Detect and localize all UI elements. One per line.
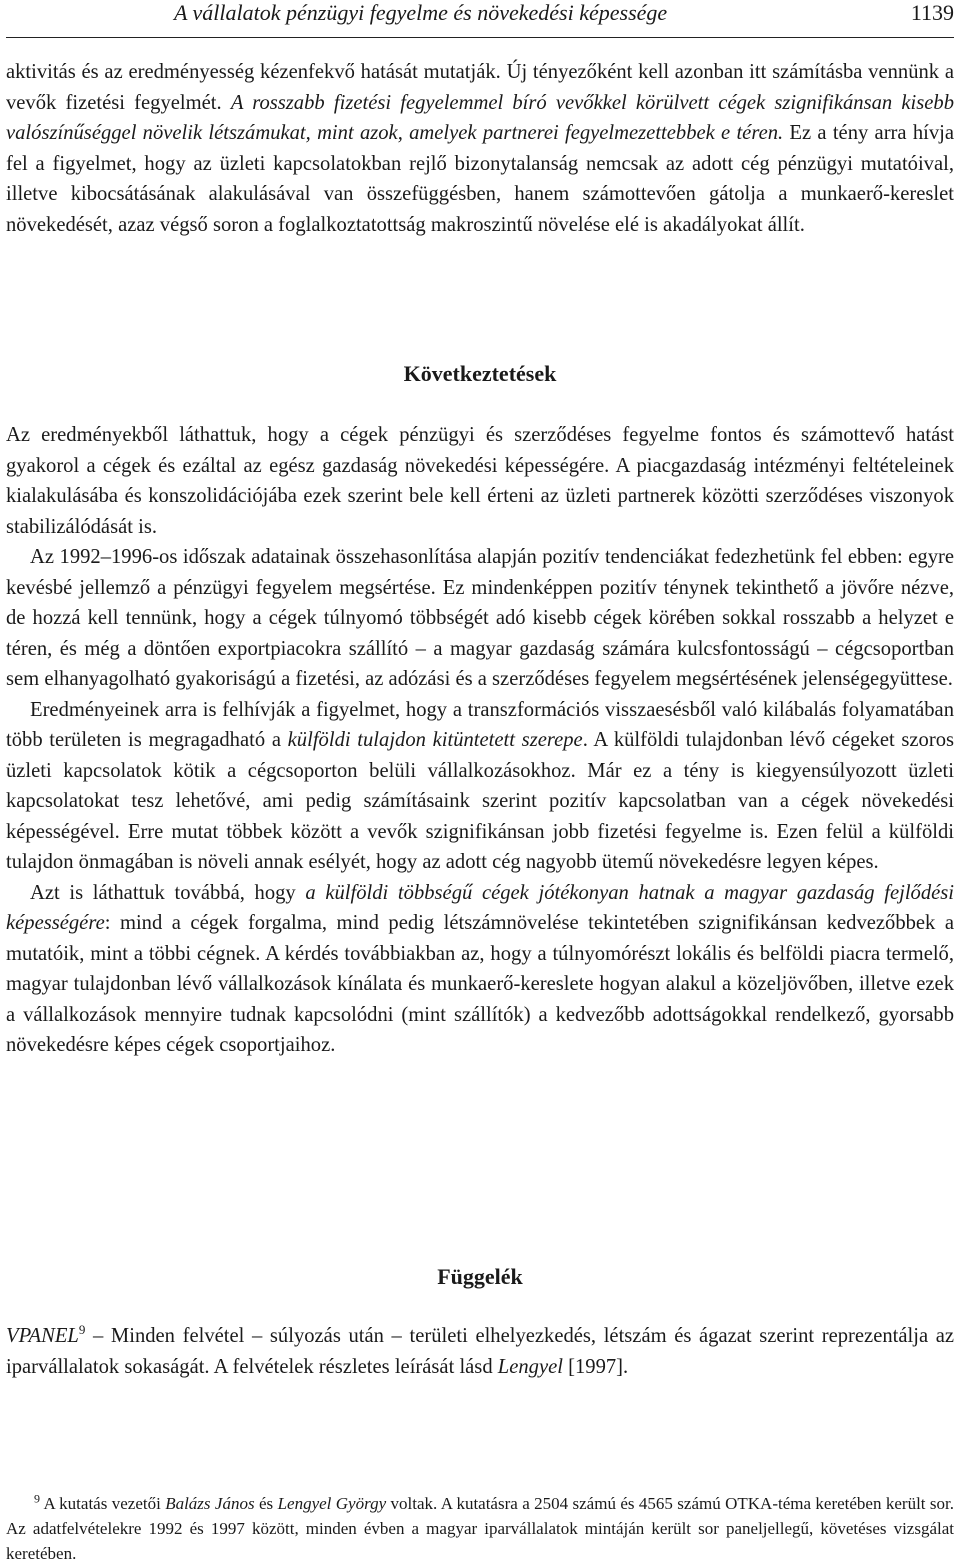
footnote-text-c: voltak. A kutatásra a 2504 számú és 4565 számú OTKA-téma keretében került sor. Az adatfelvételekre 1992 és 1997 között, minden évben a magyar iparvállalatok mintáján került sor paneljellegű, követéses vizsgálat keretében. [6, 1494, 955, 1563]
footnote-mark: 9 [34, 1491, 40, 1506]
p4-text-a: Azt is láthattuk továbbá, hogy [30, 881, 306, 904]
appendix-text-c: [1997]. [562, 1355, 629, 1378]
conclusions-paragraph-3 [6, 695, 954, 878]
footnote-name-2: Lengyel György [277, 1494, 387, 1513]
p4-text-c: : mind a cégek forgalma, mind pedig létszámnövelése tekintetében szignifikánsan kedvezőbbek a mutatóik, mint a többi cégnek. A kérdés továbbiakban az, hogy a túlnyomórészt lokális és belföldi piacra termelő, magyar tulajdonban lévő vállalkozások kínálata és munkaerő-kereslete hogyan alakul a közeljövőben, illetve ezek a vállalkozások mennyire tudnak kapcsolódni (mint szállítók) a kedvezőbb adottságokkal rendelkező, gyorsabb növekedésre képes cégek csoportjaihoz. [6, 912, 954, 1056]
footnote-reference: 9 [78, 1322, 86, 1338]
footnote-text-a: A kutatás vezetői [40, 1494, 166, 1513]
appendix-body [6, 1321, 954, 1382]
conclusions-paragraph-4 [6, 878, 954, 1061]
p3-text-a: Eredményeinek arra is felhívják a figyelmet, hogy a transzformációs visszaesésből való kilábalás folyamatában több területen is megragadható a [6, 698, 954, 751]
intro-emphasis: A rosszabb fizetési fegyelemmel bíró vevőkkel körülvett cégek szignifikánsan kisebb valószínűséggel növelik létszámukat, mint azok, amelyek partnerei fegyelmezettebbek e téren. [6, 91, 954, 144]
intro-text [6, 57, 954, 240]
footnote-text-b: és [254, 1494, 278, 1513]
footnote [6, 1491, 954, 1566]
appendix-paragraph [6, 1321, 954, 1382]
p4-emphasis: a külföldi többségű cégek jótékonyan hatnak a magyar gazdaság fejlődési képességére [6, 881, 955, 934]
section-heading-appendix: Függelék [437, 1264, 523, 1289]
intro-text-a: aktivitás és az eredményesség kézenfekvő hatását mutatják. Új tényezőként kell azonban itt számításba vennünk a vevők fizetési fegyelmét. [6, 61, 954, 114]
page-number: 1139 [910, 0, 954, 25]
running-title: A vállalatok pénzügyi fegyelme és növekedési képessége [174, 0, 668, 25]
p3-emphasis: külföldi tulajdon kitüntetett szerepe [287, 729, 583, 751]
p3-text-c: . A külföldi tulajdonban lévő cégeket szoros üzleti kapcsolatok kötik a cégcsoporton belüli vállalkozásokhoz. Már ez a tény is kiegyensúlyozott üzleti kapcsolatokat tesz lehetővé, ami pedig számításaink szerint pozitív kapcsolatban van a cégek növekedési képességével. Erre mutat többek között a vevők szignifikánsan jobb fizetési fegyelme is. Ezen felül a külföldi tulajdon önmagában is növeli annak esélyét, hogy az adott cég nagyobb ütemű növekedésre legyen képes. [6, 729, 955, 873]
vpanel-term: VPANEL [6, 1325, 79, 1347]
intro-paragraph [6, 57, 954, 240]
conclusions-paragraph-2: Az 1992–1996-os időszak adatainak összehasonlítása alapján pozitív tendenciákat fedezhetünk fel ebben: egyre kevésbé jellemző a pénzügyi fegyelem megsértése. Ez mindenképpen pozitív ténynek tekinthető a jövőre nézve, de hozzá kell tennünk, hogy a cégek túlnyomó többségét adó kisebb cégek körében sokkal rosszabb a helyzet e téren, és még a döntően exportpiacokra szállító – a magyar gazdaság számára kulcsfontosságú – cégcsoportban sem elhanyagolható gyakoriságú a fizetési, az adózási és a szerződéses fegyelem megsértésének jelenségegyüttese. [6, 546, 954, 690]
section-heading-conclusions: Következtetések [403, 361, 557, 386]
running-header [6, 0, 954, 38]
footnote-name-1: Balázs János [165, 1494, 255, 1513]
conclusions-paragraph-1: Az eredményekből láthattuk, hogy a cégek pénzügyi és szerződéses fegyelme fontos és számottevő hatást gyakorol a cégek és ezáltal az egész gazdaság növekedési képességére. A piacgazdaság intézményi feltételeinek kialakulásába és konszolidációjába ezek szerint bele kell érteni az üzleti partnerek közötti szerződéses viszonyok stabilizálódását is. [6, 424, 954, 538]
appendix-text-a: – Minden felvétel – súlyozás után – területi elhelyezkedés, létszám és ágazat szerint reprezentálja az iparvállalatok sokaságát. A felvételek részletes leírását lásd [6, 1325, 954, 1378]
conclusions-body [6, 420, 954, 1061]
citation-author: Lengyel [497, 1355, 563, 1378]
intro-text-c: Ez a tény arra hívja fel a figyelmet, hogy az üzleti kapcsolatokban rejlő bizonytalanság nemcsak az adott cég pénzügyi mutatóival, illetve kibocsátásának alakulásával van összefüggésben, hanem számottevően gátolja a munkaerő-kereslet növekedését, azaz végső soron a foglalkoztatottság makroszintű növelése elé is akadályokat állít. [6, 122, 954, 236]
